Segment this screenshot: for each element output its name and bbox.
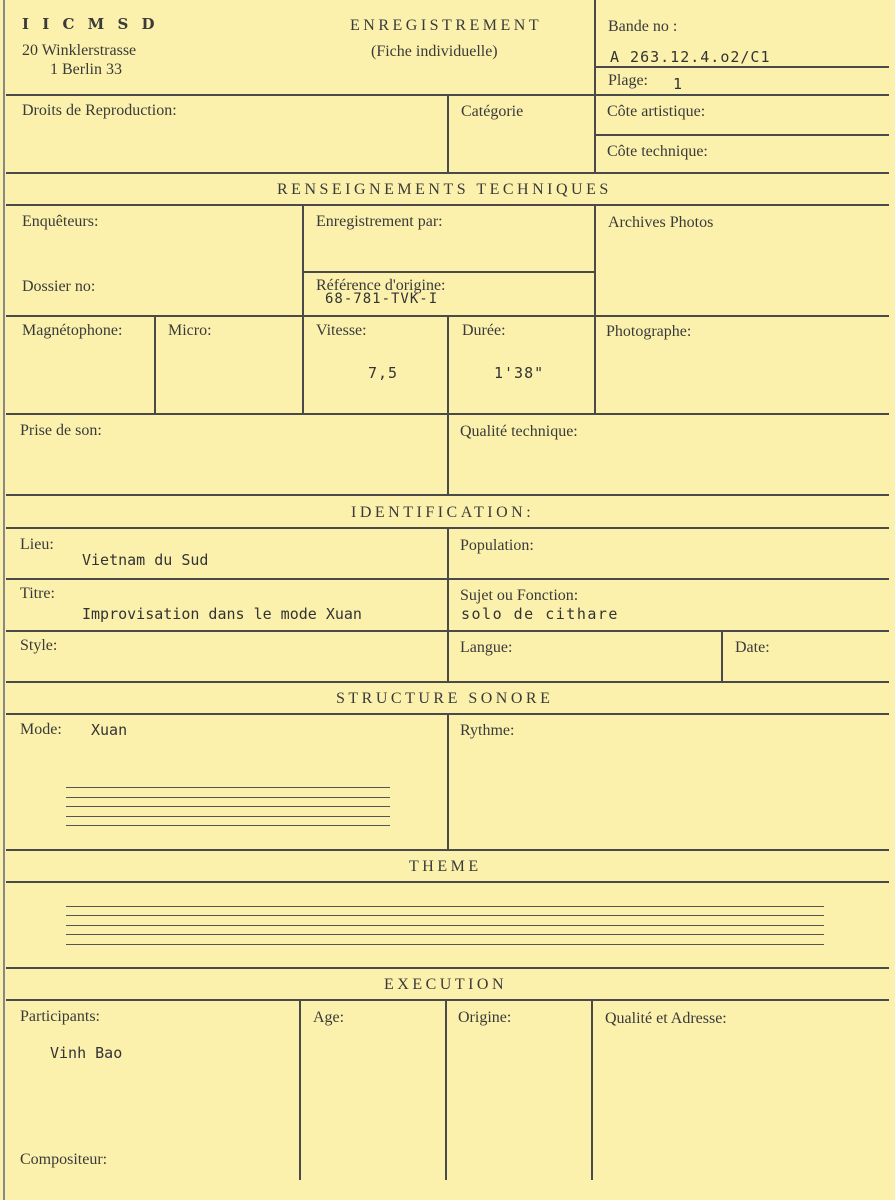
participants-label: Participants:: [20, 1008, 100, 1025]
bande-label: Bande no :: [608, 18, 678, 35]
qualite-technique-label: Qualité technique:: [460, 423, 578, 440]
divider: [6, 413, 889, 415]
langue-label: Langue:: [460, 639, 513, 656]
divider: [447, 527, 449, 682]
divider: [594, 134, 889, 136]
technical-heading: RENSEIGNEMENTS TECHNIQUES: [277, 181, 612, 198]
divider: [6, 681, 889, 683]
micro-label: Micro:: [168, 322, 212, 339]
divider: [6, 204, 889, 206]
reference-value: 68-781-TVK-I: [325, 291, 439, 307]
address-line-1: 20 Winklerstrasse: [22, 42, 137, 59]
compositeur-label: Compositeur:: [20, 1151, 108, 1168]
divider: [302, 204, 304, 414]
vitesse-label: Vitesse:: [316, 322, 367, 339]
divider: [591, 999, 593, 1180]
participants-value: Vinh Bao: [50, 1044, 123, 1062]
card-title: ENREGISTREMENT: [350, 17, 543, 34]
divider: [6, 849, 889, 851]
divider: [594, 66, 889, 68]
age-label: Age:: [313, 1009, 345, 1026]
qualite-adresse-label: Qualité et Adresse:: [605, 1010, 727, 1027]
divider: [6, 881, 889, 883]
card-subtitle: (Fiche individuelle): [371, 43, 498, 60]
population-label: Population:: [460, 537, 534, 554]
divider: [721, 630, 723, 682]
enqueteurs-label: Enquêteurs:: [22, 213, 99, 230]
rythme-label: Rythme:: [460, 722, 515, 739]
droits-label: Droits de Reproduction:: [22, 102, 177, 119]
titre-label: Titre:: [20, 585, 55, 602]
date-label: Date:: [735, 639, 770, 656]
archives-photos-label: Archives Photos: [608, 214, 714, 231]
structure-heading: STRUCTURE SONORE: [336, 690, 554, 707]
magnetophone-label: Magnétophone:: [22, 322, 123, 339]
identification-heading: IDENTIFICATION:: [351, 504, 535, 521]
sujet-label: Sujet ou Fonction:: [460, 587, 579, 604]
divider: [594, 204, 596, 414]
categorie-label: Catégorie: [461, 103, 524, 120]
divider: [447, 94, 449, 172]
bande-value: A 263.12.4.o2/C1: [610, 48, 771, 66]
divider: [299, 999, 301, 1180]
plage-label: Plage:: [608, 72, 648, 89]
divider: [447, 315, 449, 495]
duree-label: Durée:: [462, 322, 506, 339]
style-label: Style:: [20, 637, 58, 654]
divider: [6, 999, 889, 1001]
divider: [594, 0, 596, 172]
prise-de-son-label: Prise de son:: [20, 422, 102, 439]
enregistrement-par-label: Enregistrement par:: [316, 213, 443, 230]
origine-label: Origine:: [458, 1009, 512, 1026]
mode-value: Xuan: [91, 721, 128, 739]
divider: [445, 999, 447, 1180]
sujet-value: solo de cithare: [461, 605, 619, 623]
divider: [6, 494, 889, 496]
address-line-2: 1 Berlin 33: [50, 61, 122, 78]
lieu-label: Lieu:: [20, 536, 54, 553]
execution-heading: EXECUTION: [384, 976, 508, 993]
divider: [6, 172, 889, 174]
divider: [447, 713, 449, 849]
vitesse-value: 7,5: [368, 364, 399, 382]
cote-artistique-label: Côte artistique:: [607, 103, 706, 120]
lieu-value: Vietnam du Sud: [82, 551, 209, 569]
duree-value: 1'38": [494, 364, 545, 382]
divider: [6, 967, 889, 969]
theme-heading: THEME: [409, 858, 482, 875]
plage-value: 1: [673, 75, 684, 93]
titre-value: Improvisation dans le mode Xuan: [82, 605, 362, 623]
photographe-label: Photographe:: [606, 323, 692, 340]
divider: [302, 271, 594, 273]
dossier-label: Dossier no:: [22, 278, 96, 295]
divider: [154, 315, 156, 414]
mode-label: Mode:: [20, 721, 62, 738]
cote-technique-label: Côte technique:: [607, 143, 708, 160]
reference-label: Référence d'origine:: [316, 277, 446, 294]
card-edge: [3, 0, 5, 1200]
institute-logo: I I C M S D: [22, 15, 159, 33]
